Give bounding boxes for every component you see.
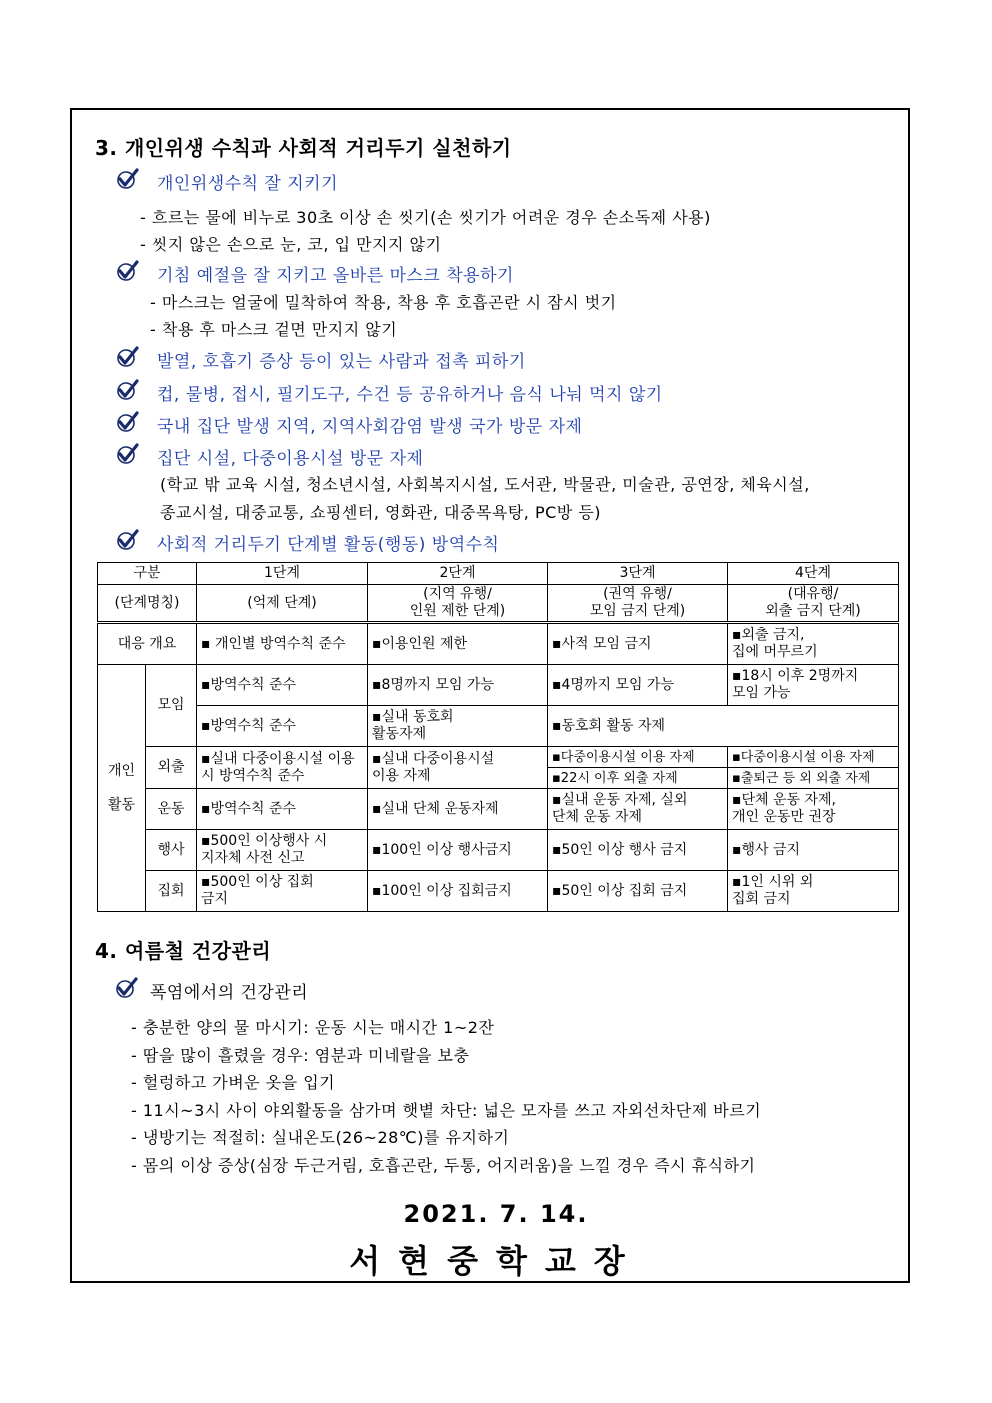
table-row (98, 706, 899, 747)
row-label: 운동 (146, 789, 197, 830)
table-cell: ▪이용인원 제한 (368, 623, 548, 665)
header-cell: 구분 (98, 563, 197, 585)
health-tip-item: - 11시~3시 사이 야외활동을 삼가며 햇볕 차단: 넓은 모자를 쓰고 자외선차단제 바르기 (131, 1100, 762, 1120)
checkmark-icon (115, 529, 139, 551)
checklist-heading: 개인위생수칙 잘 지키기 (157, 174, 339, 194)
health-tip-item: - 충분한 양의 물 마시기: 운동 시는 매시간 1~2잔 (131, 1018, 495, 1037)
health-tip-item: - 냉방기는 적절히: 실내온도(26~28℃)를 유지하기 (131, 1128, 510, 1147)
header-cell: (대유행/ 외출 금지 단계) (728, 585, 899, 623)
principal-signature: 서현중학교장 (349, 1242, 643, 1280)
table-cell: ▪외출 금지, 집에 머무르기 (728, 623, 899, 665)
table-cell: ▪500인 이상 집회 금지 (197, 871, 368, 912)
checklist-subitem: - 마스크는 얼굴에 밀착하여 착용, 착용 후 호흡곤란 시 잠시 벗기 (150, 293, 617, 312)
checklist-heading: 집단 시설, 다중이용시설 방문 자제 (157, 449, 424, 469)
section3-title: 3. 개인위생 수칙과 사회적 거리두기 실천하기 (95, 136, 512, 160)
table-cell: ▪동호회 활동 자제 (548, 706, 899, 747)
table-cell: ▪사적 모임 금지 (548, 623, 728, 665)
checkmark-icon (115, 443, 139, 465)
table-cell: ▪8명까지 모임 가능 (368, 665, 548, 706)
table-cell: ▪100인 이상 행사금지 (368, 830, 548, 871)
table-cell: ▪단체 운동 자제, 개인 운동만 권장 (728, 789, 899, 830)
checkmark-icon (115, 260, 139, 282)
table-cell: ▪실내 다중이용시설 이용 시 방역수칙 준수 (197, 747, 368, 789)
header-cell: 3단계 (548, 563, 728, 585)
table-cell: ▪방역수칙 준수 (197, 706, 368, 747)
header-cell: 2단계 (368, 563, 548, 585)
header-cell: (지역 유행/ 인원 제한 단계) (368, 585, 548, 623)
health-tip-item: - 몸의 이상 증상(심장 두근거림, 호흡곤란, 두통, 어지러움)을 느낄 경우 즉시 휴식하기 (131, 1155, 756, 1175)
health-tip-item: - 헐렁하고 가벼운 옷을 입기 (131, 1073, 336, 1092)
health-tip-item: - 땀을 많이 흘렸을 경우: 염분과 미네랄을 보충 (131, 1045, 470, 1065)
table-cell: ▪ 개인별 방역수칙 준수 (197, 623, 368, 665)
header-cell: 4단계 (728, 563, 899, 585)
table-cell: ▪방역수칙 준수 (197, 665, 368, 706)
row-label: 외출 (146, 747, 197, 789)
table-cell: ▪1인 시위 외 집회 금지 (728, 871, 899, 912)
checklist-heading: 컵, 물병, 접시, 필기도구, 수건 등 공유하거나 음식 나눠 먹지 않기 (157, 385, 663, 405)
row-label: 집회 (146, 871, 197, 912)
checklist-subitem: - 착용 후 마스크 겉면 만지지 않기 (150, 320, 398, 339)
checkmark-icon (114, 977, 138, 999)
checklist-subitem: - 씻지 않은 손으로 눈, 코, 입 만지지 않기 (140, 235, 442, 254)
checkmark-icon (115, 411, 139, 433)
table-row (98, 789, 899, 830)
header-cell: 1단계 (197, 563, 368, 585)
table-row (98, 665, 899, 706)
table-cell: ▪50인 이상 행사 금지 (548, 830, 728, 871)
table-cell: ▪실내 다중이용시설 이용 자제 (368, 747, 548, 789)
group-label: 개인 활동 (98, 665, 146, 912)
table-cell: ▪실내 단체 운동자제 (368, 789, 548, 830)
table-cell: ▪다중이용시설 이용 자제 (728, 747, 899, 768)
distancing-rules-table (97, 562, 899, 912)
header-cell: (권역 유행/ 모임 금지 단계) (548, 585, 728, 623)
checklist-heading: 사회적 거리두기 단계별 활동(행동) 방역수칙 (157, 535, 500, 555)
table-row (98, 747, 899, 768)
header-cell: (억제 단계) (197, 585, 368, 623)
checklist-heading: 발열, 호흡기 증상 등이 있는 사람과 접촉 피하기 (157, 352, 526, 372)
row-label: 대응 개요 (98, 623, 197, 665)
table-cell: ▪18시 이후 2명까지 모임 가능 (728, 665, 899, 706)
table-cell: ▪100인 이상 집회금지 (368, 871, 548, 912)
table-row (98, 830, 899, 871)
checklist-subitem: 종교시설, 대중교통, 쇼핑센터, 영화관, 대중목욕탕, PC방 등) (160, 503, 602, 522)
table-row (98, 623, 899, 665)
table-cell: ▪다중이용시설 이용 자제 (548, 747, 728, 768)
table-row (98, 871, 899, 912)
checkmark-icon (115, 379, 139, 401)
table-cell: ▪출퇴근 등 외 외출 자제 (728, 768, 899, 789)
checklist-subitem: (학교 밖 교육 시설, 청소년시설, 사회복지시설, 도서관, 박물관, 미술관, 공연장, 체육시설, (160, 475, 810, 494)
checklist-heading: 기침 예절을 잘 지키고 올바른 마스크 착용하기 (157, 266, 514, 286)
section4-heading: 폭염에서의 건강관리 (150, 983, 309, 1003)
table-row (98, 585, 899, 623)
checkmark-icon (115, 168, 139, 190)
table-cell: ▪22시 이후 외출 자제 (548, 768, 728, 789)
header-cell: (단계명칭) (98, 585, 197, 623)
table-cell: ▪실내 동호회 활동자제 (368, 706, 548, 747)
document-date: 2021. 7. 14. (403, 1200, 589, 1228)
row-label: 모임 (146, 665, 197, 747)
table-cell: ▪행사 금지 (728, 830, 899, 871)
checkmark-icon (115, 346, 139, 368)
table-cell: ▪4명까지 모임 가능 (548, 665, 728, 706)
table-row (98, 563, 899, 585)
section4-title: 4. 여름철 건강관리 (95, 939, 272, 963)
row-label: 행사 (146, 830, 197, 871)
table-cell: ▪실내 운동 자제, 실외 단체 운동 자제 (548, 789, 728, 830)
table-cell: ▪50인 이상 집회 금지 (548, 871, 728, 912)
table-cell: ▪방역수칙 준수 (197, 789, 368, 830)
checklist-subitem: - 흐르는 물에 비누로 30초 이상 손 씻기(손 씻기가 어려운 경우 손소독제 사용) (140, 208, 711, 227)
checklist-heading: 국내 집단 발생 지역, 지역사회감염 발생 국가 방문 자제 (157, 417, 583, 437)
table-cell: ▪500인 이상행사 시 지자체 사전 신고 (197, 830, 368, 871)
